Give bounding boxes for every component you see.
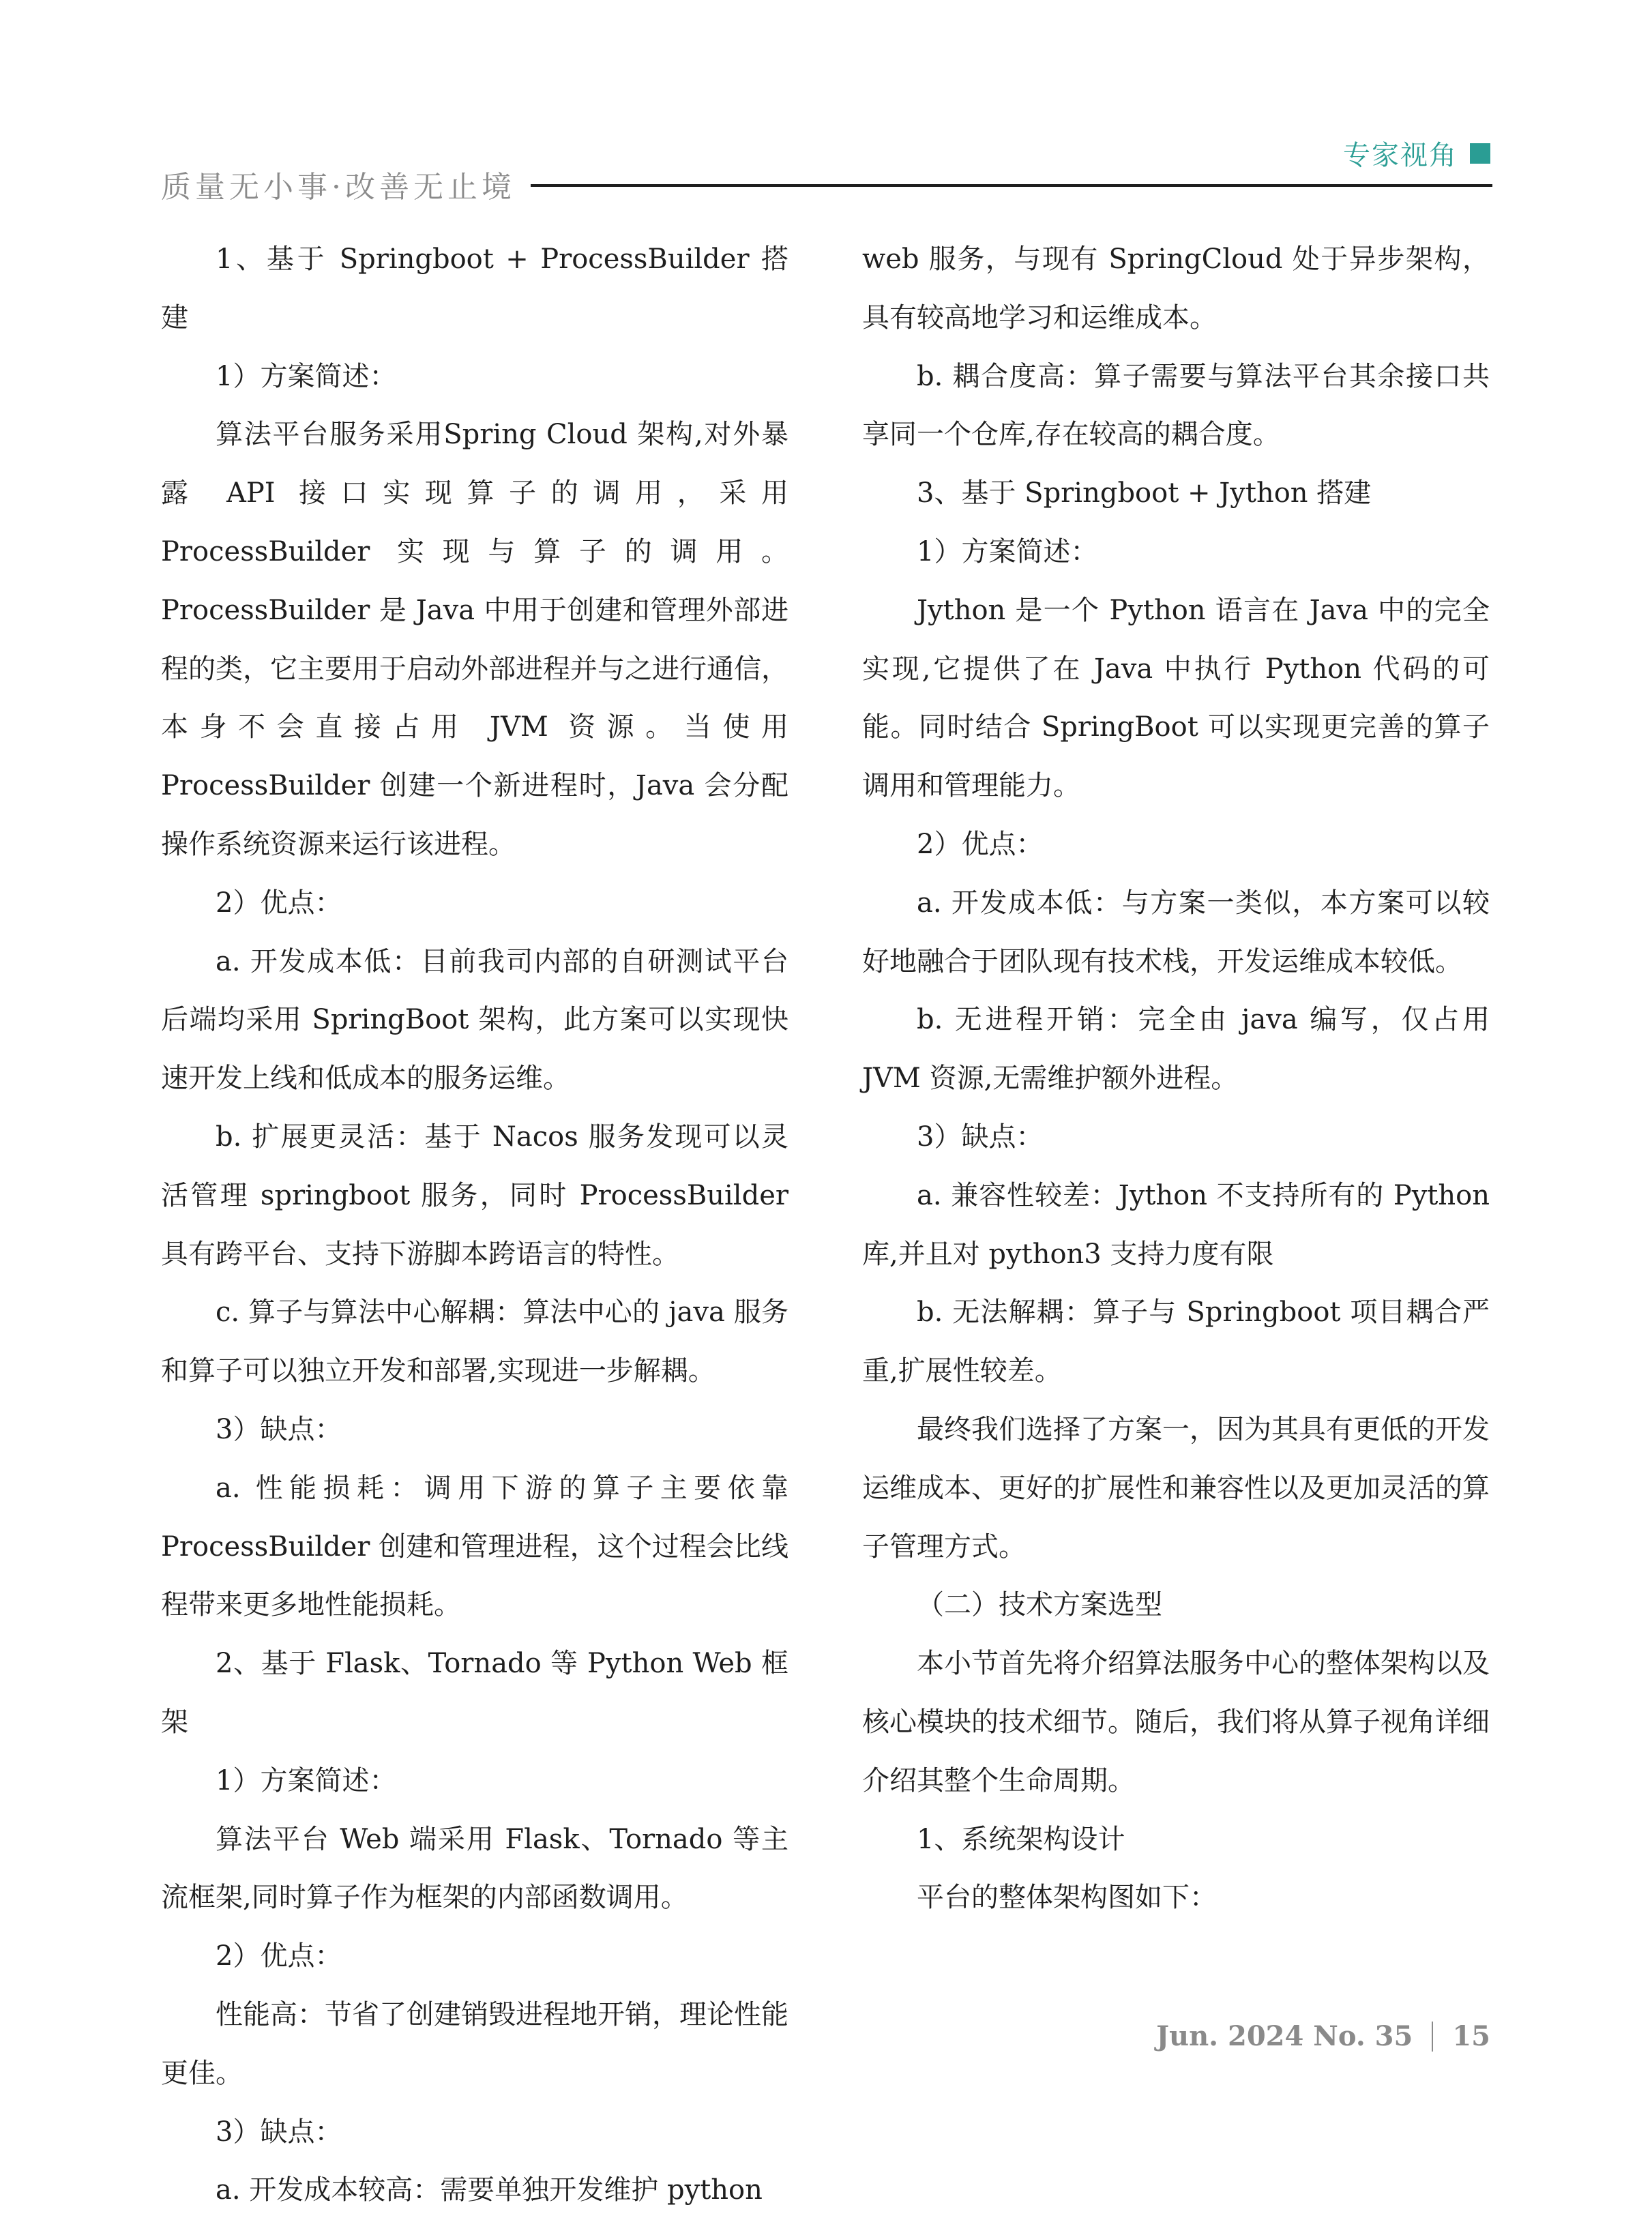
paragraph: a. 兼容性较差：Jython 不支持所有的 Python 库,并且对 python3 支持力度有限 <box>862 1179 1490 1270</box>
page-footer <box>1156 2020 1490 2052</box>
paragraph: 3、基于 Springboot + Jython 搭建 <box>917 477 1372 509</box>
left-column <box>161 231 788 2220</box>
paragraph: 平台的整体架构图如下： <box>917 1882 1217 1914</box>
paragraph: b. 无法解耦：算子与 Springboot 项目耦合严重,扩展性较差。 <box>862 1297 1490 1387</box>
paragraph: 性能高：节省了创建销毁进程地开销，理论性能更佳。 <box>161 1998 788 2089</box>
right-column <box>862 231 1490 1927</box>
paragraph: 1）方案简述： <box>216 1764 397 1796</box>
paragraph: 1、基于 Springboot + ProcessBuilder 搭建 <box>161 243 788 334</box>
paragraph: 算法平台 Web 端采用 Flask、Tornado 等主流框架,同时算子作为框架的内部函数调用。 <box>161 1823 788 1914</box>
paragraph: 本小节首先将介绍算法服务中心的整体架构以及核心模块的技术细节。随后，我们将从算子视角详细介绍其整个生命周期。 <box>862 1648 1490 1796</box>
paragraph: a. 性能损耗：调用下游的算子主要依靠 ProcessBuilder 创建和管理进程，这个过程会比线程带来更多地性能损耗。 <box>161 1472 788 1621</box>
paragraph: 2、基于 Flask、Tornado 等 Python Web 框架 <box>161 1648 788 1738</box>
paragraph: web 服务，与现有 SpringCloud 处于异步架构，具有较高地学习和运维成本。 <box>862 243 1490 334</box>
issue-info: Jun. 2024 No. 35 <box>1156 2020 1413 2052</box>
paragraph: a. 开发成本低：与方案一类似，本方案可以较好地融合于团队现有技术栈，开发运维成本较低。 <box>862 887 1490 977</box>
paragraph: （二）技术方案选型 <box>917 1589 1162 1621</box>
paragraph: 1、系统架构设计 <box>917 1823 1125 1855</box>
header-divider <box>531 184 1492 187</box>
magazine-slogan: 质量无小事·改善无止境 <box>161 170 516 205</box>
section-label <box>1343 134 1490 173</box>
paragraph: b. 耦合度高：算子需要与算法平台其余接口共享同一个仓库,存在较高的耦合度。 <box>862 360 1490 451</box>
paragraph: 3）缺点： <box>216 2116 342 2148</box>
paragraph: 3）缺点： <box>216 1413 342 1445</box>
page-number: 15 <box>1452 2020 1490 2052</box>
paragraph: 2）优点： <box>917 828 1044 860</box>
footer-separator <box>1432 2022 1433 2052</box>
paragraph: 3）缺点： <box>917 1121 1044 1153</box>
paragraph: 1）方案简述： <box>917 535 1098 567</box>
paragraph: 1）方案简述： <box>216 360 397 392</box>
section-square-icon <box>1470 143 1490 164</box>
paragraph: 最终我们选择了方案一，因为其具有更低的开发运维成本、更好的扩展性和兼容性以及更加灵活的算子管理方式。 <box>862 1413 1490 1563</box>
paragraph: c. 算子与算法中心解耦：算法中心的 java 服务和算子可以独立开发和部署,实现进一步解耦。 <box>161 1297 788 1387</box>
section-title: 专家视角 <box>1343 140 1458 171</box>
paragraph: b. 无进程开销：完全由 java 编写，仅占用 JVM 资源,无需维护额外进程。 <box>862 1004 1490 1095</box>
paragraph: a. 开发成本较高：需要单独开发维护 python <box>216 2174 763 2206</box>
paragraph: b. 扩展更灵活：基于 Nacos 服务发现可以灵活管理 springboot 服务，同时 ProcessBuilder 具有跨平台、支持下游脚本跨语言的特性。 <box>161 1121 788 1270</box>
paragraph: 2）优点： <box>216 1940 342 1972</box>
paragraph: a. 开发成本低：目前我司内部的自研测试平台后端均采用 SpringBoot 架构，此方案可以实现快速开发上线和低成本的服务运维。 <box>161 945 788 1095</box>
paragraph: Jython 是一个 Python 语言在 Java 中的完全实现,它提供了在 Java 中执行 Python 代码的可能。同时结合 SpringBoot 可以实现更完善的算子调用和管理能力。 <box>862 594 1490 802</box>
paragraph: 算法平台服务采用Spring Cloud 架构,对外暴露 API 接口实现算子的调用，采用 ProcessBuilder 实现与算子的调用。ProcessBuilder 是 Java 中用于创建和管理外部进程的类，它主要用于启动外部进程并与之进行通信，本身不会直接占用 JVM 资源。当使用 ProcessBuilder 创建一个新进程时，Java 会分配操作系统资源来运行该进程。 <box>161 419 788 860</box>
paragraph: 2）优点： <box>216 887 342 919</box>
